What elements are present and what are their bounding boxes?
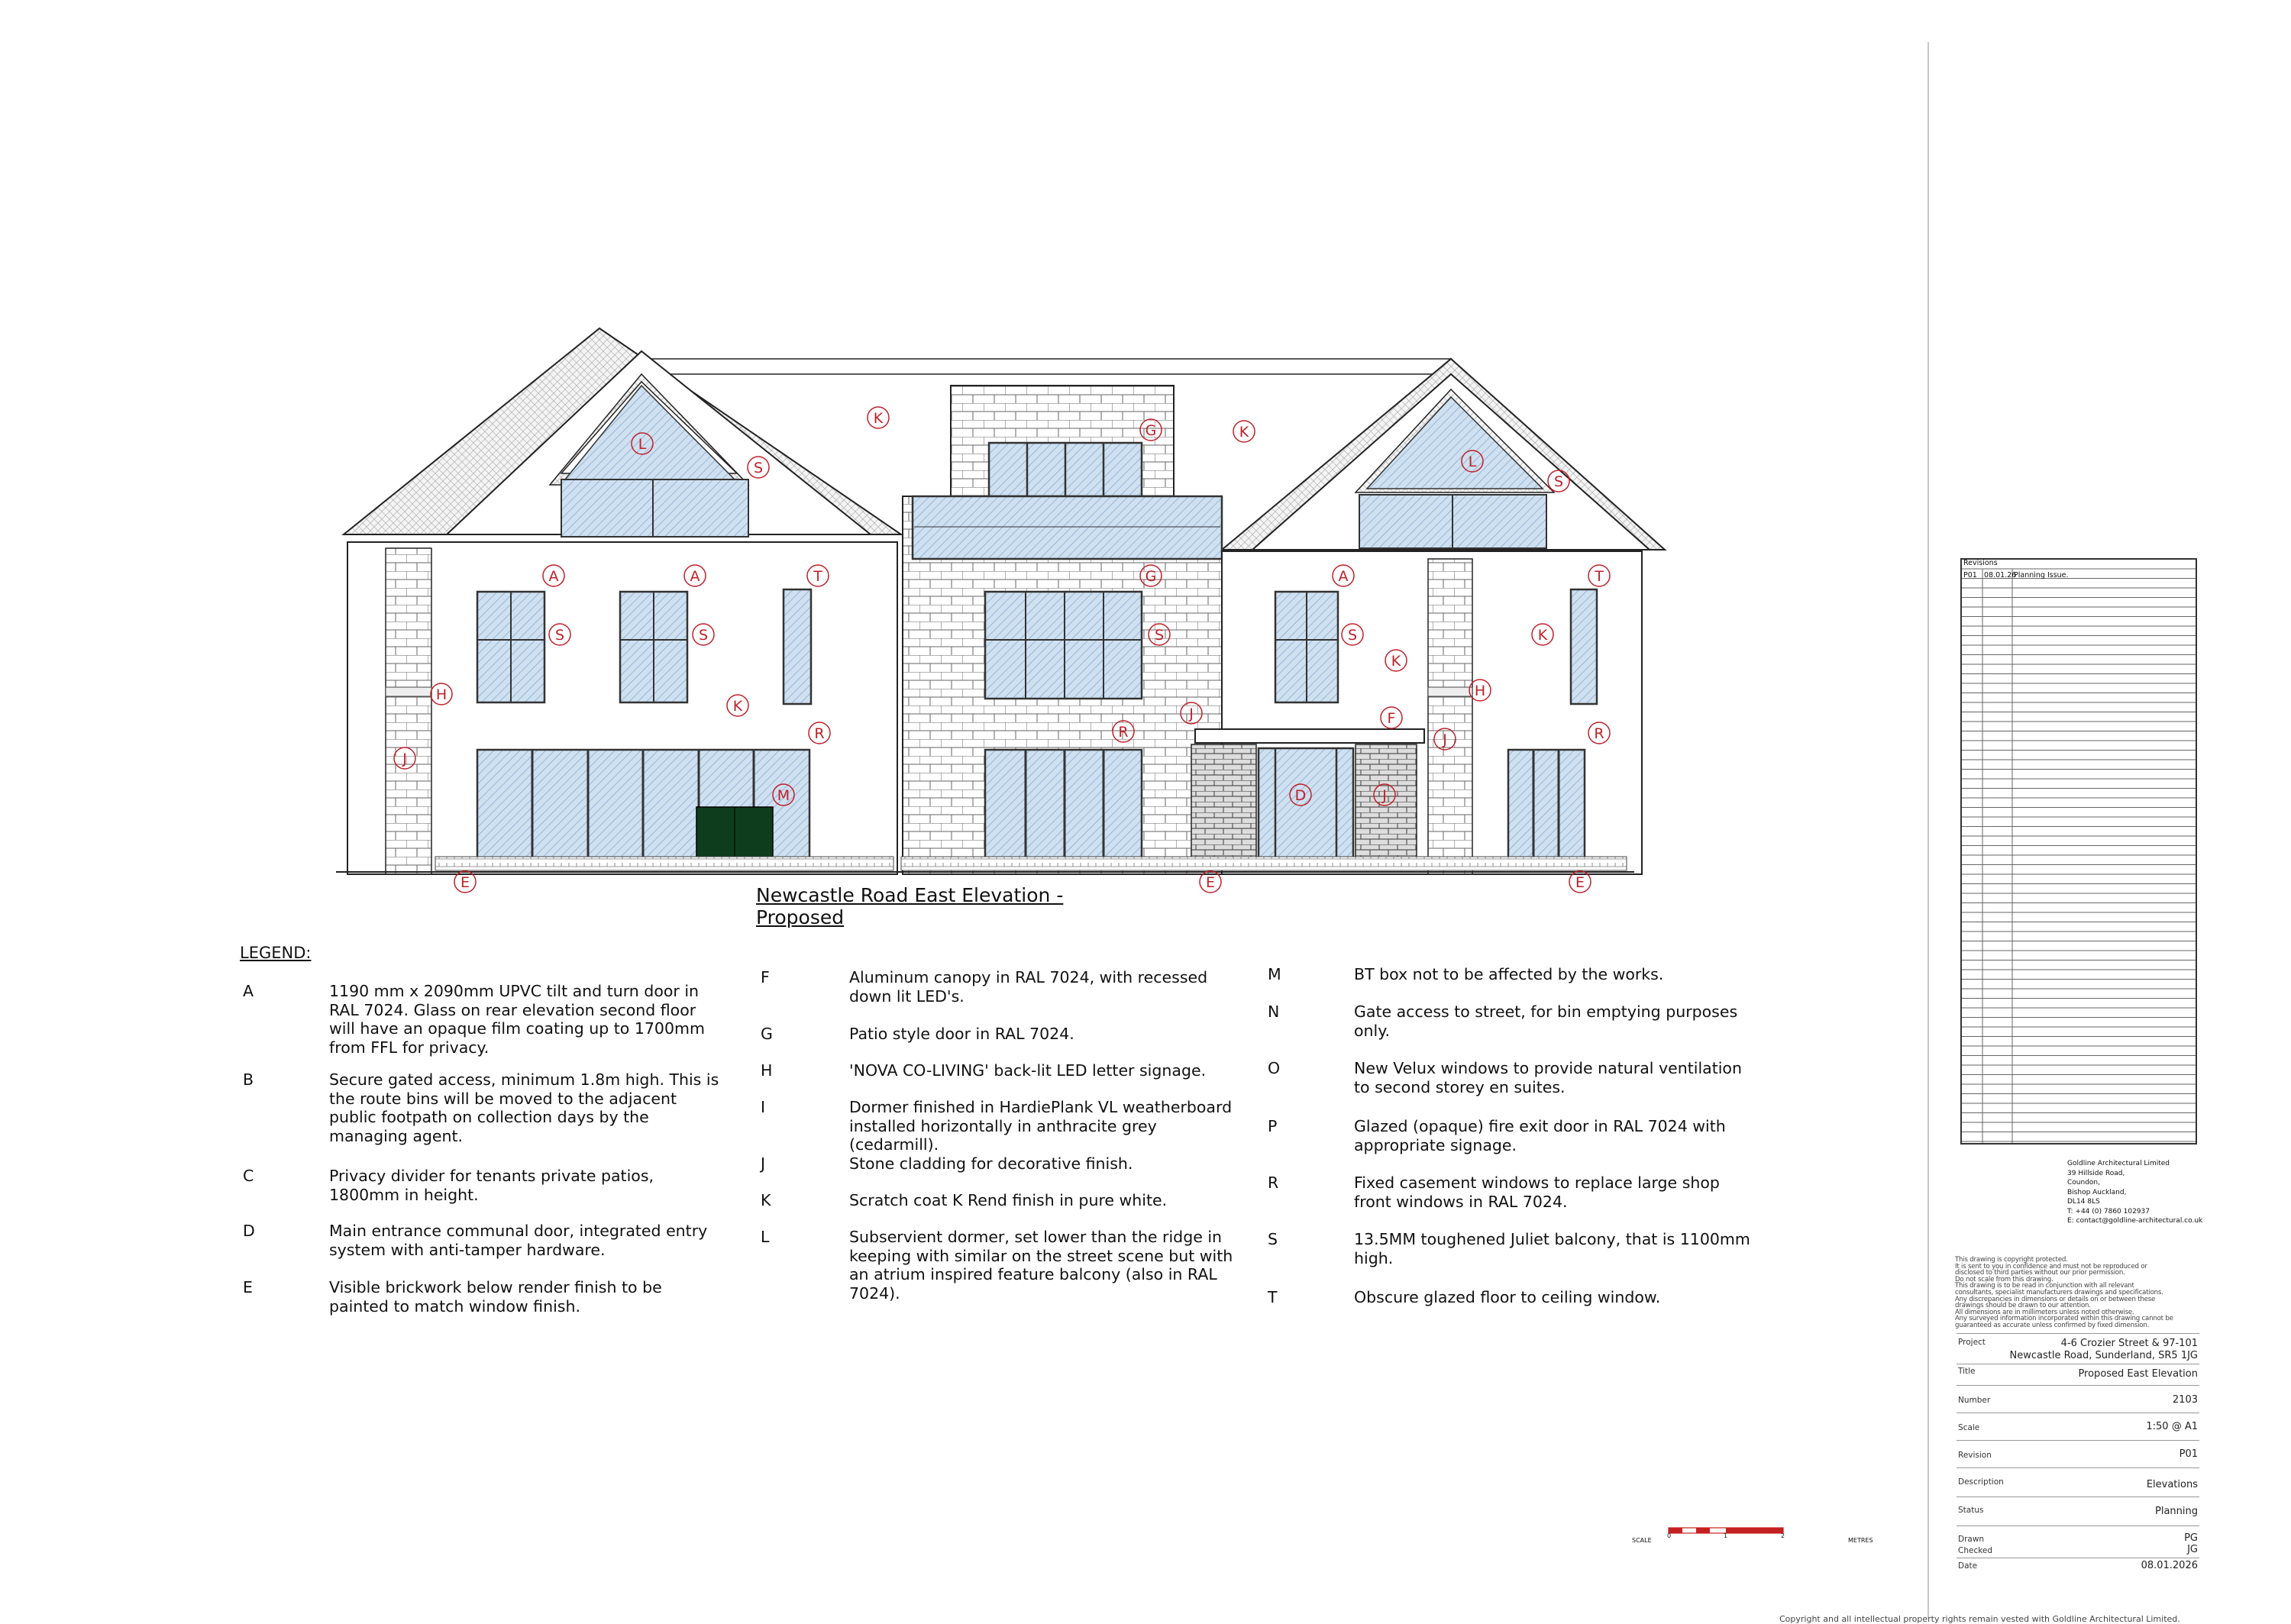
legend-text: Fixed casement windows to replace large shop front windows in RAL 7024. bbox=[1354, 1174, 1720, 1211]
callout-letter: A bbox=[690, 568, 700, 585]
callout-letter: E bbox=[1575, 874, 1585, 891]
disclaimer-line: Any surveyed information incorporated within this drawing cannot be bbox=[1955, 1315, 2173, 1323]
callout-letter: K bbox=[873, 410, 884, 427]
scale-tick-0: 0 bbox=[1667, 1532, 1672, 1539]
revision-value: P01 bbox=[2179, 1448, 2198, 1460]
company-name: Goldline Architectural Limited bbox=[2067, 1160, 2170, 1167]
company-phone: T: +44 (0) 7860 102937 bbox=[2067, 1207, 2150, 1216]
back-roof bbox=[649, 359, 1451, 374]
scale-bar-label: SCALE bbox=[1632, 1537, 1652, 1544]
legend-text: Stone cladding for decorative finish. bbox=[849, 1154, 1133, 1173]
legend-letter: C bbox=[243, 1167, 254, 1185]
legend-letter: M bbox=[1268, 965, 1281, 983]
callout-letter: T bbox=[813, 568, 822, 585]
scale-value: 1:50 @ A1 bbox=[2146, 1421, 2198, 1432]
company-email: E: contact@goldline-architectural.co.uk bbox=[2067, 1217, 2203, 1225]
callout-letter: R bbox=[1594, 725, 1604, 742]
callout-letter: E bbox=[460, 874, 470, 891]
legend-letter: F bbox=[761, 968, 770, 986]
disclaimer-line: It is sent to you in confidence and must not be reproduced or bbox=[1955, 1262, 2147, 1270]
copyright-notice: Copyright and all intellectual property rights remain vested with Goldline Architectural Limited. bbox=[1779, 1614, 2180, 1624]
elevation-title: Newcastle Road East Elevation - Proposed bbox=[756, 884, 1064, 928]
legend-text: Aluminum canopy in RAL 7024, with recessed down lit LED's. bbox=[849, 968, 1208, 1006]
revision-label: Revision bbox=[1958, 1451, 1992, 1460]
legend-text: 'NOVA CO-LIVING' back-lit LED letter signage. bbox=[849, 1061, 1207, 1080]
callout-letter: H bbox=[1474, 683, 1486, 699]
legend-text: Glazed (opaque) fire exit door in RAL 7024 with appropriate signage. bbox=[1354, 1117, 1726, 1154]
legend-text: Privacy divider for tenants private patios, 1800mm in height. bbox=[329, 1167, 654, 1204]
legend-letter: R bbox=[1268, 1174, 1279, 1192]
legend-letter: O bbox=[1268, 1059, 1281, 1077]
legend-heading: LEGEND: bbox=[240, 944, 312, 962]
company-address-1: 39 Hillside Road, bbox=[2067, 1169, 2125, 1177]
callout-letter: R bbox=[1118, 724, 1129, 741]
callout-letter: K bbox=[1391, 653, 1401, 670]
left-wing bbox=[347, 542, 897, 874]
legend-letter: J bbox=[761, 1154, 766, 1173]
title-label: Title bbox=[1958, 1367, 1976, 1376]
description-label: Description bbox=[1958, 1477, 2004, 1487]
status-label: Status bbox=[1958, 1506, 1984, 1515]
legend-text: BT box not to be affected by the works. bbox=[1354, 965, 1664, 983]
company-address-2: Coundon, bbox=[2067, 1179, 2100, 1187]
legend-letter: E bbox=[243, 1278, 253, 1296]
legend-letter: N bbox=[1268, 1002, 1280, 1021]
callout-letter: T bbox=[1595, 568, 1604, 585]
legend-text: Dormer finished in HardiePlank VL weatherboard installed horizontally in anthracite grey (cedarmill). bbox=[849, 1098, 1233, 1154]
project-line-2: Newcastle Road, Sunderland, SR5 1JG bbox=[2009, 1350, 2198, 1361]
callout-letter: A bbox=[1338, 568, 1349, 585]
legend-text: 13.5MM toughened Juliet balcony, that is 1100mm high. bbox=[1354, 1230, 1750, 1267]
callout-letter: S bbox=[554, 627, 565, 644]
callout-letter: K bbox=[1537, 627, 1548, 644]
disclaimer-line: guaranteed as accurate unless confirmed by fixed dimension. bbox=[1955, 1321, 2150, 1329]
callout-letter: F bbox=[1387, 710, 1396, 727]
status-value: Planning bbox=[2155, 1506, 2198, 1517]
legend-letter: B bbox=[243, 1070, 254, 1089]
disclaimer-line: This drawing is to be read in conjunction with all relevant bbox=[1955, 1282, 2134, 1290]
number-value: 2103 bbox=[2172, 1394, 2198, 1406]
scale-unit-label: METRES bbox=[1848, 1537, 1873, 1544]
legend-letter: I bbox=[761, 1098, 766, 1116]
scale-label: Scale bbox=[1958, 1423, 1980, 1432]
legend-text: Gate access to street, for bin emptying purposes only. bbox=[1354, 1002, 1738, 1040]
company-postcode: DL14 8LS bbox=[2067, 1198, 2100, 1206]
callout-letter: L bbox=[638, 436, 647, 453]
scale-tick-2: 2 bbox=[1781, 1532, 1785, 1539]
revision-description: Planning Issue. bbox=[2014, 571, 2069, 580]
legend-letter: K bbox=[761, 1191, 771, 1209]
company-info bbox=[2067, 1159, 2202, 1226]
disclaimer-line: consultants, specialist manufacturers drawings and specifications. bbox=[1955, 1288, 2163, 1296]
central-tower bbox=[903, 386, 1222, 874]
callout-letter: H bbox=[435, 686, 448, 703]
callout-letter: S bbox=[1553, 473, 1564, 490]
disclaimer-line: Do not scale from this drawing. bbox=[1955, 1275, 2053, 1283]
callout-letter: R bbox=[814, 725, 825, 742]
revision-code: P01 bbox=[1963, 571, 1977, 580]
title-value: Proposed East Elevation bbox=[2078, 1368, 2198, 1380]
legend-text: Secure gated access, minimum 1.8m high. This is the route bins will be moved to the adjacent public footpath on collection days by the managing agent. bbox=[329, 1070, 719, 1145]
callout-letter: M bbox=[777, 787, 790, 804]
legend-text: Obscure glazed floor to ceiling window. bbox=[1354, 1288, 1661, 1306]
company-address-3: Bishop Auckland, bbox=[2067, 1188, 2127, 1196]
date-label: Date bbox=[1958, 1561, 1978, 1571]
checked-value: JG bbox=[2187, 1544, 2198, 1555]
callout-letter: S bbox=[1347, 627, 1358, 644]
legend-text: Visible brickwork below render finish to be painted to match window finish. bbox=[329, 1278, 662, 1316]
callout-letter: J bbox=[402, 751, 407, 767]
legend-letter: A bbox=[243, 982, 254, 1000]
legend-letter: L bbox=[761, 1228, 770, 1246]
callout-letter: L bbox=[1468, 454, 1477, 470]
callout-letter: A bbox=[548, 568, 559, 585]
legend-letter: G bbox=[761, 1025, 773, 1043]
legend-text: Main entrance communal door, integrated entry system with anti-tamper hardware. bbox=[329, 1222, 708, 1259]
callout-letter: S bbox=[1154, 627, 1165, 644]
disclaimer-line: Any discrepancies in dimensions or details on or between these bbox=[1955, 1295, 2156, 1303]
callout-letter: S bbox=[753, 460, 764, 476]
disclaimer-line: All dimensions are in millimeters unless noted otherwise. bbox=[1955, 1308, 2134, 1316]
callout-letter: E bbox=[1205, 874, 1216, 891]
drawn-label: Drawn bbox=[1958, 1535, 1985, 1544]
legend-text: New Velux windows to provide natural ventilation to second storey en suites. bbox=[1354, 1059, 1742, 1096]
callout-letter: S bbox=[698, 627, 709, 644]
legend-text: Subservient dormer, set lower than the ridge in keeping with similar on the street scene but with an atrium inspired feature balcony (also in RAL 7024). bbox=[849, 1228, 1233, 1303]
drawn-value: PG bbox=[2184, 1532, 2198, 1544]
legend-letter: T bbox=[1268, 1288, 1278, 1306]
callout-letter: G bbox=[1145, 568, 1157, 585]
legend-letter: P bbox=[1268, 1117, 1278, 1135]
legend-text: 1190 mm x 2090mm UPVC tilt and turn door in RAL 7024. Glass on rear elevation second floor will have an opaque film coating up to 1700mm from FFL for privacy. bbox=[329, 982, 705, 1057]
project-label: Project bbox=[1958, 1338, 1986, 1347]
number-label: Number bbox=[1958, 1396, 1991, 1405]
legend-letter: H bbox=[761, 1061, 773, 1080]
revisions-heading: Revisions bbox=[1963, 559, 1998, 567]
description-value: Elevations bbox=[2146, 1479, 2198, 1490]
callout-letter: K bbox=[1239, 424, 1249, 441]
callout-letter: G bbox=[1145, 422, 1157, 439]
disclaimer-line: drawings should be drawn to our attention. bbox=[1955, 1302, 2091, 1310]
legend-text: Patio style door in RAL 7024. bbox=[849, 1025, 1074, 1043]
callout-letter: J bbox=[1443, 731, 1447, 748]
legend-letter: D bbox=[243, 1222, 255, 1240]
callout-letter: D bbox=[1294, 787, 1307, 804]
disclaimer-line: This drawing is copyright protected. bbox=[1955, 1256, 2068, 1264]
project-line-1: 4-6 Crozier Street & 97-101 bbox=[2060, 1338, 2198, 1349]
disclaimer-line: disclosed to third parties without our prior permission. bbox=[1955, 1269, 2125, 1277]
checked-label: Checked bbox=[1958, 1546, 1993, 1555]
legend-letter: S bbox=[1268, 1230, 1278, 1248]
callout-letter: K bbox=[732, 698, 743, 715]
callout-letter: J bbox=[1189, 705, 1194, 722]
callout-letter: J bbox=[1382, 787, 1387, 804]
disclaimer bbox=[1955, 1257, 2203, 1329]
revision-date: 08.01.26 bbox=[1984, 571, 2017, 580]
date-value: 08.01.2026 bbox=[2141, 1560, 2198, 1571]
scale-tick-1: 1 bbox=[1724, 1532, 1728, 1539]
revisions-table bbox=[1960, 558, 2197, 1145]
right-gable-roof bbox=[1222, 359, 1665, 550]
legend-text: Scratch coat K Rend finish in pure white. bbox=[849, 1191, 1168, 1209]
